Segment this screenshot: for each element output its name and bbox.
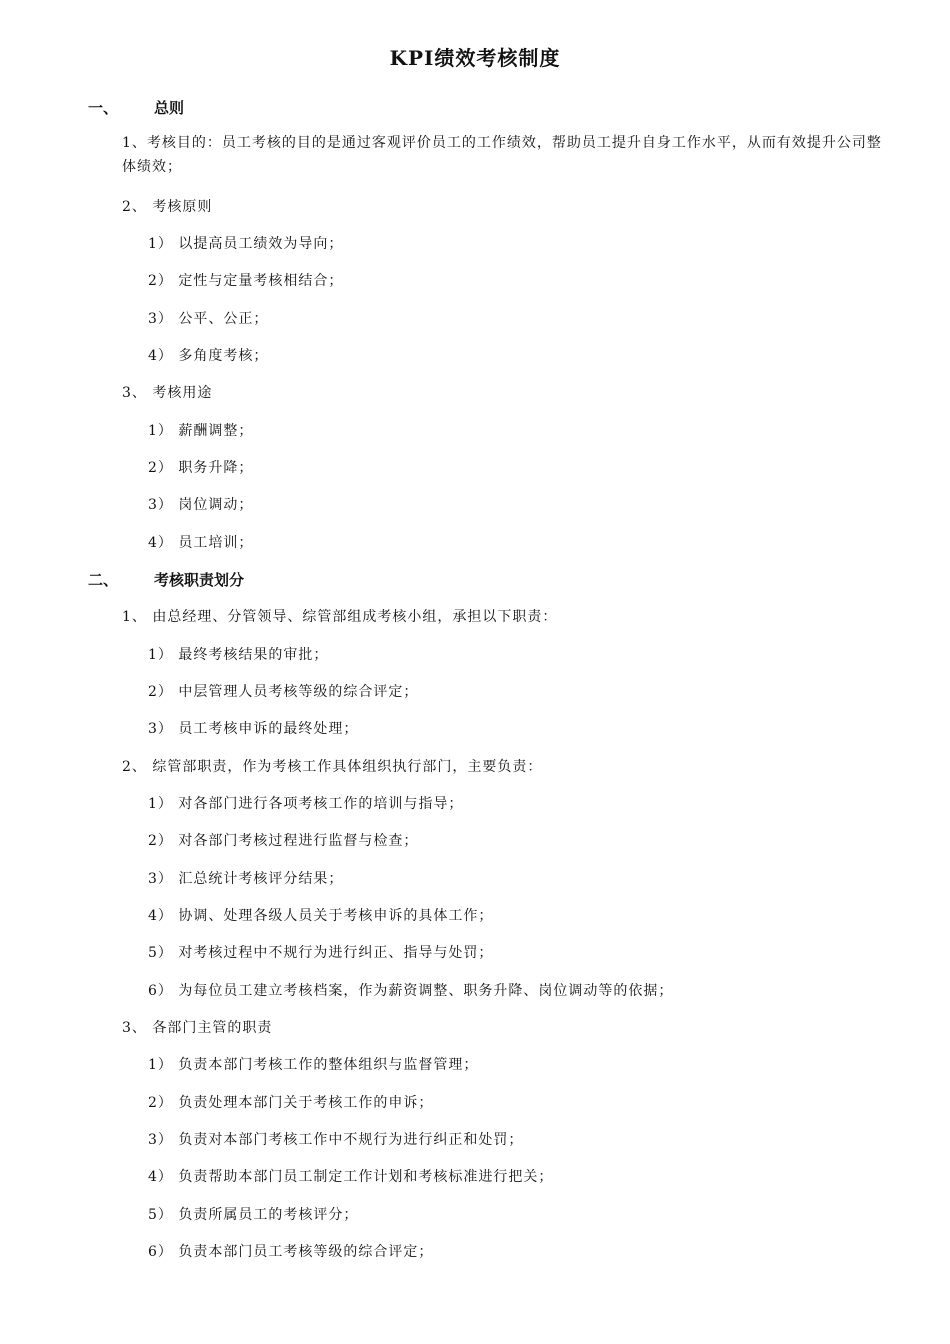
sub-list-item: 3） 员工考核申诉的最终处理；	[148, 721, 359, 737]
sub-list-item: 1） 最终考核结果的审批；	[148, 647, 329, 663]
sub-list-item: 1） 薪酬调整；	[148, 423, 254, 439]
sub-list-item: 4） 多角度考核；	[148, 348, 269, 364]
list-item: 2、 考核原则	[122, 199, 213, 215]
sub-list-item: 5） 对考核过程中不规行为进行纠正、指导与处罚；	[148, 945, 494, 961]
sub-list-item: 4） 协调、处理各级人员关于考核申诉的具体工作；	[148, 908, 494, 924]
sub-list-item: 2） 职务升降；	[148, 460, 254, 476]
sub-list-item: 2） 负责处理本部门关于考核工作的申诉；	[148, 1095, 434, 1111]
sub-list-item: 3） 公平、公正；	[148, 311, 269, 327]
document-title: KPI绩效考核制度	[389, 46, 561, 70]
sub-list-item: 1） 以提高员工绩效为导向；	[148, 236, 344, 252]
list-item: 3、 考核用途	[122, 385, 213, 401]
sub-list-item: 2） 定性与定量考核相结合；	[148, 273, 344, 289]
sub-list-item: 5） 负责所属员工的考核评分；	[148, 1207, 359, 1223]
sub-list-item: 6） 为每位员工建立考核档案，作为薪资调整、职务升降、岗位调动等的依据；	[148, 983, 674, 999]
list-item: 3、 各部门主管的职责	[122, 1020, 273, 1036]
sub-list-item: 2） 中层管理人员考核等级的综合评定；	[148, 684, 419, 700]
sub-list-item: 4） 负责帮助本部门员工制定工作计划和考核标准进行把关；	[148, 1169, 554, 1185]
list-item: 2、 综管部职责，作为考核工作具体组织执行部门，主要负责：	[122, 759, 543, 775]
sub-list-item: 3） 负责对本部门考核工作中不规行为进行纠正和处罚；	[148, 1132, 524, 1148]
sub-list-item: 2） 对各部门考核过程进行监督与检查；	[148, 833, 419, 849]
section-heading-general	[88, 97, 184, 118]
section-number: 一、	[88, 99, 119, 117]
sub-list-item: 4） 员工培训；	[148, 535, 254, 551]
section-heading-responsibilities	[88, 569, 244, 590]
sub-list-item: 6） 负责本部门员工考核等级的综合评定；	[148, 1244, 434, 1260]
sub-list-item: 3） 汇总统计考核评分结果；	[148, 871, 344, 887]
sub-list-item: 3） 岗位调动；	[148, 497, 254, 513]
section-title: 总则	[154, 99, 185, 117]
list-item: 1、考核目的：员工考核的目的是通过客观评价员工的工作绩效，帮助员工提升自身工作水平，从而有效提升公司整体绩效；	[122, 135, 882, 175]
sub-list-item: 1） 对各部门进行各项考核工作的培训与指导；	[148, 796, 464, 812]
section-title: 考核职责划分	[154, 571, 245, 589]
sub-list-item: 1） 负责本部门考核工作的整体组织与监督管理；	[148, 1057, 479, 1073]
list-item: 1、 由总经理、分管领导、综管部组成考核小组，承担以下职责：	[122, 609, 558, 625]
section-number: 二、	[88, 571, 119, 589]
